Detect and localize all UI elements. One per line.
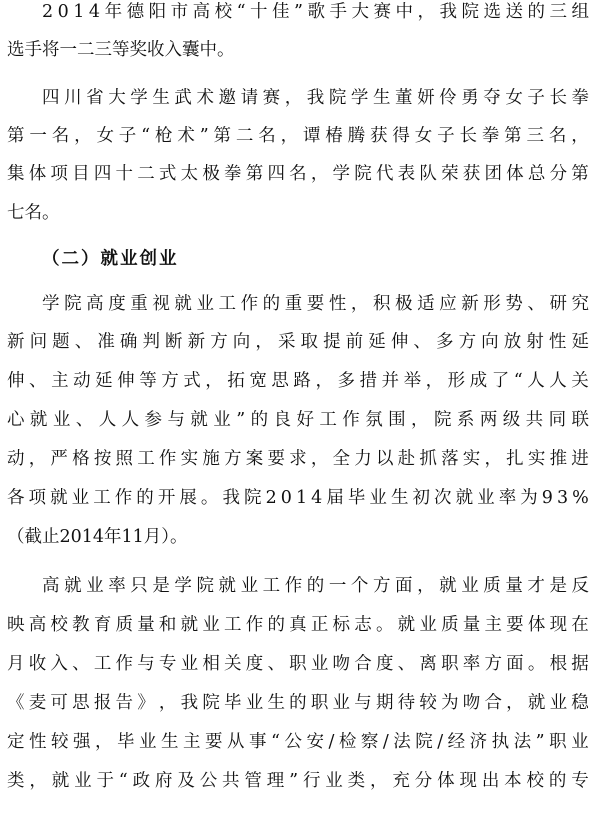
paragraph-2-line-2: 第 一 名 ， 女 子 “ 枪 术 ” 第 二 名 ， 谭 椿 腾 获 得 女 子 长 拳 第 三 名 ， xyxy=(7,126,589,146)
paragraph-1-line-1: 2 0 1 4 年 德 阳 市 高 校 “ 十 佳 ” 歌 手 大 赛 中 ， 我 院 选 送 的 三 组 xyxy=(42,2,589,22)
paragraph-3-line-1: 学 院 高 度 重 视 就 业 工 作 的 重 要 性 ， 积 极 适 应 新 形 势 、 研 究 xyxy=(42,294,589,314)
paragraph-2-line-1: 四 川 省 大 学 生 武 术 邀 请 赛 ， 我 院 学 生 董 妍 伶 勇 夺 女 子 长 拳 xyxy=(42,88,589,108)
paragraph-3-line-6: 各 项 就 业 工 作 的 开 展 。 我 院 2 0 1 4 届 毕 业 生 初 次 就 业 率 为 9 3 % xyxy=(7,488,589,508)
paragraph-4-line-4: 《 麦 可 思 报 告 》 ， 我 院 毕 业 生 的 职 业 与 期 待 较 为 吻 合 ， 就 业 稳 xyxy=(7,693,589,713)
paragraph-1-line-2: 选手将一二三等奖收入囊中。 xyxy=(7,40,235,60)
paragraph-4-line-1: 高 就 业 率 只 是 学 院 就 业 工 作 的 一 个 方 面 ， 就 业 质 量 才 是 反 xyxy=(42,576,589,596)
paragraph-2-line-4: 七名。 xyxy=(7,203,60,223)
paragraph-2-line-3: 集 体 项 目 四 十 二 式 太 极 拳 第 四 名 ， 学 院 代 表 队 荣 获 团 体 总 分 第 xyxy=(7,164,589,184)
paragraph-4-line-6: 类 ， 就 业 于 “ 政 府 及 公 共 管 理 ” 行 业 类 ， 充 分 体 现 出 本 校 的 专 xyxy=(7,771,589,791)
paragraph-3-line-2: 新 问 题 、 准 确 判 断 新 方 向 ， 采 取 提 前 延 伸 、 多 方 向 放 射 性 延 xyxy=(7,332,589,352)
section-heading: （二）就业创业 xyxy=(42,249,179,269)
paragraph-4-line-3: 月 收 入 、 工 作 与 专 业 相 关 度 、 职 业 吻 合 度 、 离 职 率 方 面 。 根 据 xyxy=(7,654,589,674)
paragraph-3-line-5: 动 ， 严 格 按 照 工 作 实 施 方 案 要 求 ， 全 力 以 赴 抓 落 实 ， 扎 实 推 进 xyxy=(7,449,589,469)
paragraph-3-line-7: （截止2014年11月）。 xyxy=(7,527,188,547)
paragraph-4-line-5: 定 性 较 强 ， 毕 业 生 主 要 从 事 “ 公 安 / 检 察 / 法 院 / 经 济 执 法 ” 职 业 xyxy=(7,732,589,752)
paragraph-3-line-4: 心 就 业 、 人 人 参 与 就 业 ” 的 良 好 工 作 氛 围 ， 院 系 两 级 共 同 联 xyxy=(7,410,589,430)
paragraph-4-line-2: 映 高 校 教 育 质 量 和 就 业 工 作 的 真 正 标 志 。 就 业 质 量 主 要 体 现 在 xyxy=(7,615,589,635)
paragraph-3-line-3: 伸 、 主 动 延 伸 等 方 式 ， 拓 宽 思 路 ， 多 措 并 举 ， 形 成 了 “ 人 人 关 xyxy=(7,371,589,391)
